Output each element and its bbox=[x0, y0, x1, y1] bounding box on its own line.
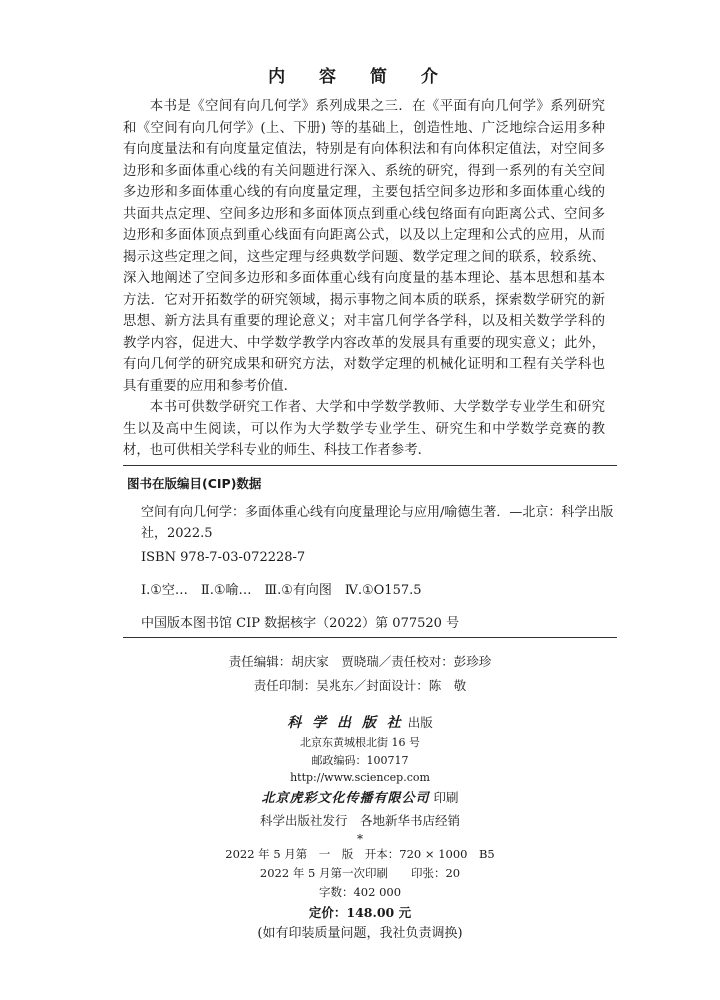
cip-block bbox=[127, 474, 617, 634]
divider-top bbox=[123, 465, 617, 466]
edition-line-1: 2022 年 5 月第 一 版 开本：720 × 1000 B5 bbox=[225, 846, 495, 861]
publisher-website: http://www.sciencep.com bbox=[290, 771, 430, 784]
cip-classification: Ⅰ.①空… Ⅱ.①喻… Ⅲ.①有向图 Ⅳ.①O157.5 bbox=[141, 583, 422, 598]
publisher-logo-text: 科 学 出 版 社 bbox=[287, 715, 404, 731]
cip-isbn: ISBN 978-7-03-072228-7 bbox=[141, 550, 306, 565]
page-title: 内 容 简 介 bbox=[268, 67, 452, 87]
separator-star: * bbox=[357, 831, 363, 846]
divider-bottom bbox=[123, 637, 617, 638]
printer-name: 北京虎彩文化传播有限公司 bbox=[261, 790, 430, 806]
credits-line-editors: 责任编辑：胡庆家 贾晓瑞／责任校对：彭珍珍 bbox=[228, 654, 492, 669]
intro-paragraph: 本书是《空间有向几何学》系列成果之三．在《平面有向几何学》系列研究和《空间有向几何学》(上、下册) 等的基础上，创造性地、广泛地综合运用多种有向度量法和有向度量定值法，特别是有向体积法和有向体积定值法，对空间多边形和多面体重心线的有关问题进行深入、系统的研究，得到一系列的有关空间多边形和多面体重心线的有向度量定理，主要包括空间多边形和多面体重心线的共面共点定理、空间多边形和多面体顶点到重心线包络面有向距离公式、空间多边形和多面体顶点到重心线面有向距离公式，以及以上定理和公式的应用，从而揭示这些定理之间，这些定理与经典数学问题、数学定理之间的联系，较系统、深入地阐述了空间多边形和多面体重心线有向度量的基本理论、基本思想和基本方法．它对开拓数学的研究领域，揭示事物之间本质的联系，探索数学研究的新思想、新方法具有重要的理论意义；对丰富几何学各学科，以及相关数学学科的教学内容，促进大、中学数学教学内容改革的发展具有重要的现实意义；此外，有向几何学的研究成果和研究方法，对数学定理的机械化证明和工程有关学科也具有重要的应用和参考价值． bbox=[123, 99, 605, 394]
credits-line-production: 责任印制：吴兆东／封面设计：陈 敬 bbox=[253, 678, 467, 693]
publisher-suffix: 出版 bbox=[403, 715, 433, 730]
cip-entry: 空间有向几何学：多面体重心线有向度量理论与应用/喻德生著．—北京：科学出版社，2022.5 bbox=[141, 505, 614, 541]
credits-block bbox=[0, 650, 720, 698]
price: 定价：148.00 元 bbox=[308, 904, 412, 920]
printer-line bbox=[0, 787, 720, 810]
publisher-line bbox=[0, 712, 720, 734]
intro-paragraph: 本书可供数学研究工作者、大学和中学数学教师、大学数学专业学生和研究生以及高中生阅读，可以作为大学数学专业学生、研究生和中学数学竞赛的教材，也可供相关学科专业的师生、科技工作者参考． bbox=[123, 400, 605, 458]
quality-note: (如有印装质量问题，我社负责调换) bbox=[257, 925, 463, 941]
publication-block bbox=[0, 712, 720, 944]
publisher-address: 北京东黄城根北街 16 号 bbox=[300, 736, 420, 749]
distribution-line: 科学出版社发行 各地新华书店经销 bbox=[259, 812, 460, 828]
intro-text bbox=[123, 96, 605, 462]
cip-check-number: 中国版本图书馆 CIP 数据核字（2022）第 077520 号 bbox=[141, 616, 460, 631]
publisher-postcode: 邮政编码：100717 bbox=[311, 753, 409, 767]
word-count: 字数：402 000 bbox=[318, 884, 402, 899]
printer-suffix: 印刷 bbox=[429, 789, 459, 805]
cip-heading: 图书在版编目(CIP)数据 bbox=[127, 476, 262, 491]
edition-line-2: 2022 年 5 月第一次印刷 印张：20 bbox=[259, 865, 461, 880]
